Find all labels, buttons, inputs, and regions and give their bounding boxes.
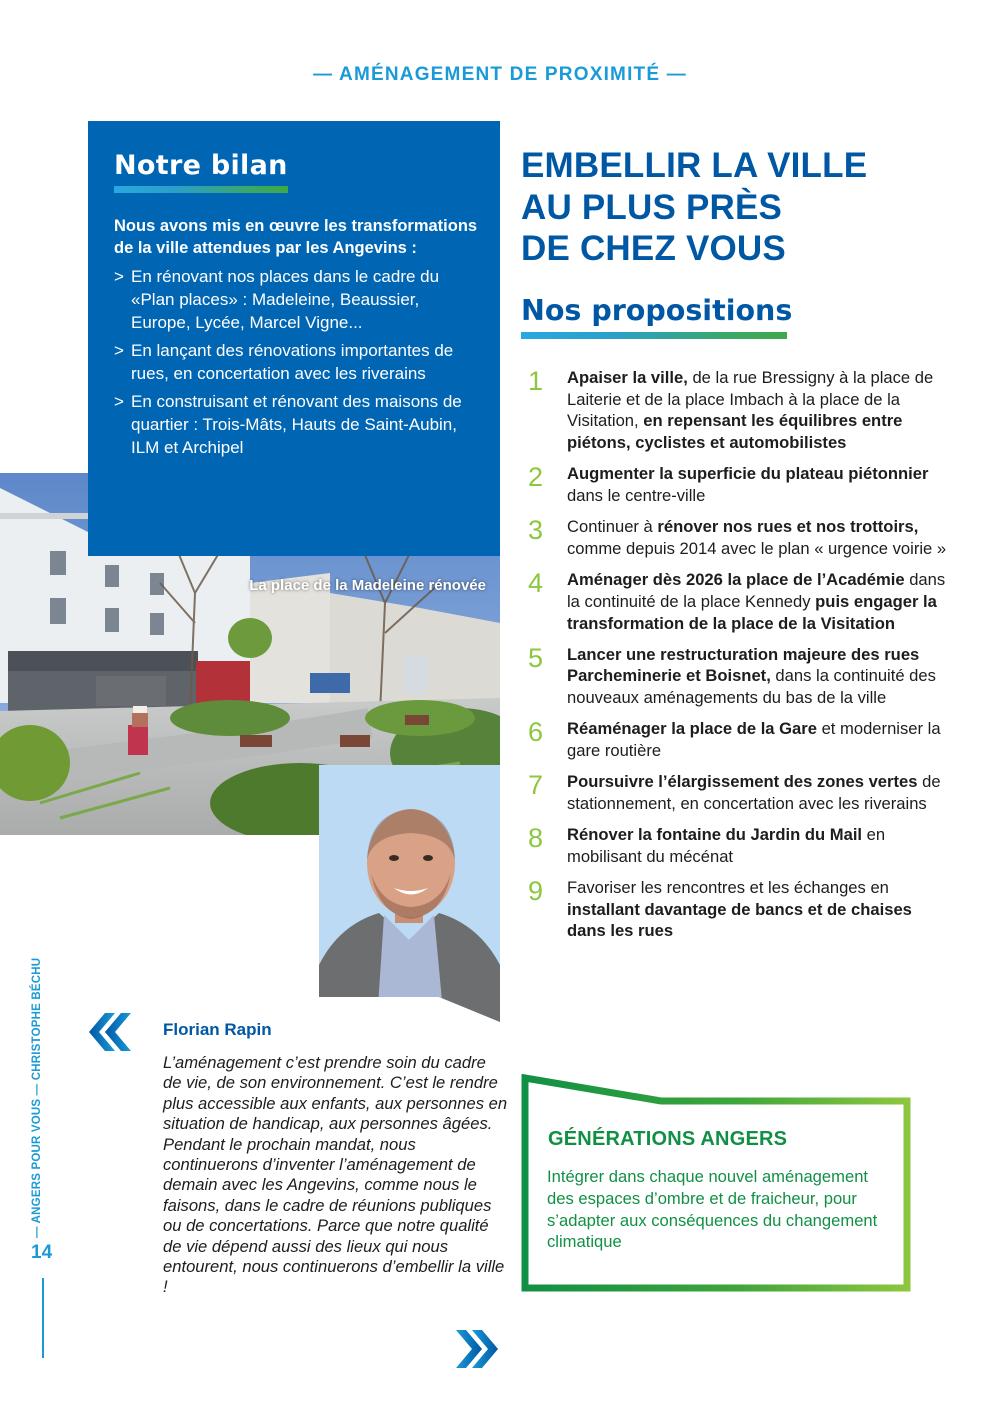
bilan-box xyxy=(88,121,500,556)
proposition-text-bold: Aménager dès 2026 la place de l’Académie xyxy=(567,570,905,590)
proposition-text-regular: en mobilisant du mécénat xyxy=(567,825,886,866)
bilan-item xyxy=(114,390,480,459)
portrait-photo xyxy=(319,765,500,1022)
running-title: — ANGERS POUR VOUS — CHRISTOPHE BÉCHU xyxy=(31,957,43,1238)
proposition-text-bold: Poursuivre l’élargissement des zones vertes xyxy=(567,772,918,792)
proposition-text-regular: dans la continuité des nouveaux aménagements du bas de la ville xyxy=(567,666,936,708)
bilan-title: Notre bilan xyxy=(114,150,288,181)
bilan-item-text: En construisant et rénovant des maisons de quartier : Trois-Mâts, Hauts de Saint-Aubin, ILM et Archipel xyxy=(131,392,462,457)
bilan-item-text: En lançant des rénovations importantes de rues, en concertation avec les riverains xyxy=(131,341,454,383)
proposition-text-regular: et moderniser la gare routière xyxy=(567,719,941,761)
proposition-item xyxy=(528,367,948,454)
chevron-right-icon: > xyxy=(114,341,124,360)
proposition-number: 3 xyxy=(528,515,544,546)
main-title-line: AU PLUS PRÈS xyxy=(521,187,783,227)
proposition-text xyxy=(567,772,941,813)
chevron-right-icon: > xyxy=(114,267,124,286)
proposition-text xyxy=(567,719,941,760)
proposition-text-bold: puis engager la transformation de la place de la Visitation xyxy=(567,591,937,633)
photo-caption: La place de la Madeleine rénovée xyxy=(249,577,486,594)
proposition-text-bold: Augmenter la superficie du plateau piétonnier xyxy=(567,464,929,484)
double-chevron-right-icon xyxy=(456,1330,500,1368)
proposition-item xyxy=(528,569,948,634)
main-title-line: EMBELLIR LA VILLE xyxy=(521,146,868,185)
proposition-number: 4 xyxy=(528,568,544,599)
proposition-number: 9 xyxy=(528,876,544,907)
proposition-text-regular: Continuer à xyxy=(567,517,658,537)
proposition-text xyxy=(567,570,945,632)
main-title xyxy=(521,145,961,270)
proposition-text-bold: en repensant les équilibres entre piétons, cyclistes et automobilistes xyxy=(567,411,903,453)
main-title-line: DE CHEZ VOUS xyxy=(521,229,786,268)
proposition-number: 8 xyxy=(528,823,544,854)
propositions-title-underline xyxy=(521,332,787,339)
proposition-text-regular: comme depuis 2014 avec le plan « urgence voirie » xyxy=(567,538,947,558)
bilan-intro: Nous avons mis en œuvre les transformations de la ville attendues par les Angevins : xyxy=(114,217,478,257)
bilan-item xyxy=(114,265,480,334)
generations-angers-box xyxy=(521,1074,913,1292)
proposition-text-bold: Apaiser la ville, xyxy=(567,368,688,387)
proposition-text xyxy=(567,464,928,505)
proposition-text-regular: dans la continuité de la place Kennedy xyxy=(567,570,946,611)
proposition-item xyxy=(528,877,948,942)
proposition-item xyxy=(528,644,948,709)
chevron-right-icon: > xyxy=(114,392,124,411)
generations-title: GÉNÉRATIONS ANGERS xyxy=(548,1128,788,1150)
page-number: 14 xyxy=(31,1242,53,1263)
proposition-text xyxy=(567,368,933,452)
proposition-item xyxy=(528,824,948,867)
quote-author: Florian Rapin xyxy=(163,1020,272,1039)
proposition-number: 1 xyxy=(528,366,544,396)
proposition-text-regular: de la rue Bressigny à la place de Laiterie et de la place Imbach à la place de la Visitation, xyxy=(567,368,934,431)
proposition-text-bold: Rénover la fontaine du Jardin du Mail xyxy=(567,825,863,845)
proposition-item xyxy=(528,516,948,559)
propositions-list xyxy=(528,367,948,952)
proposition-item xyxy=(528,771,948,814)
proposition-item xyxy=(528,718,948,761)
propositions-title: Nos propositions xyxy=(521,294,793,327)
bilan-list xyxy=(114,265,480,459)
section-header: — AMÉNAGEMENT DE PROXIMITÉ — xyxy=(313,64,687,85)
proposition-text-regular: de stationnement, en concertation avec les riverains xyxy=(567,772,941,813)
proposition-text-bold: rénover nos rues et nos trottoirs, xyxy=(657,517,919,537)
generations-text: Intégrer dans chaque nouvel aménagement des espaces d’ombre et de fraicheur, pour s’adapter aux conséquences du changement climatique xyxy=(547,1167,878,1252)
proposition-number: 2 xyxy=(528,462,544,493)
quote-text: L’aménagement c’est prendre soin du cadre de vie, de son environnement. C’est le rendre plus accessible aux enfants, aux personnes en situation de handicap, aux personnes âgées. Pendant le prochain mandat, nous continuerons d’inventer l’aménagement de demain avec les Angevins, comme nous le faisons, dans le cadre de réunions publiques ou de concertations. Parce que notre qualité de vie dépend aussi des lieux qui nous entourent, nous continuerons d’embellir la ville ! xyxy=(163,1053,508,1297)
proposition-text xyxy=(567,517,946,558)
proposition-item xyxy=(528,463,948,506)
proposition-text-bold: Lancer une restructuration majeure des rues Parcheminerie et Boisnet, xyxy=(567,644,920,686)
portrait-illustration xyxy=(319,765,500,1022)
proposition-text xyxy=(567,645,936,707)
proposition-text-bold: installant davantage de bancs et de chaises dans les rues xyxy=(567,899,912,941)
proposition-number: 5 xyxy=(528,642,544,673)
proposition-text xyxy=(567,878,912,940)
bilan-item xyxy=(114,339,480,385)
bilan-item-text: En rénovant nos places dans le cadre du «Plan places» : Madeleine, Beaussier, Europe, Lycée, Marcel Vigne... xyxy=(131,267,440,332)
double-chevron-left-icon xyxy=(87,1013,131,1051)
proposition-number: 7 xyxy=(528,770,544,801)
side-divider xyxy=(42,1278,44,1358)
proposition-text-bold: Réaménager la place de la Gare xyxy=(567,719,817,739)
proposition-number: 6 xyxy=(528,717,544,748)
proposition-text-regular: Favoriser les rencontres et les échanges en xyxy=(567,878,889,898)
proposition-text xyxy=(567,825,885,866)
proposition-text-regular: dans le centre-ville xyxy=(567,486,706,506)
bilan-title-underline xyxy=(114,186,288,193)
